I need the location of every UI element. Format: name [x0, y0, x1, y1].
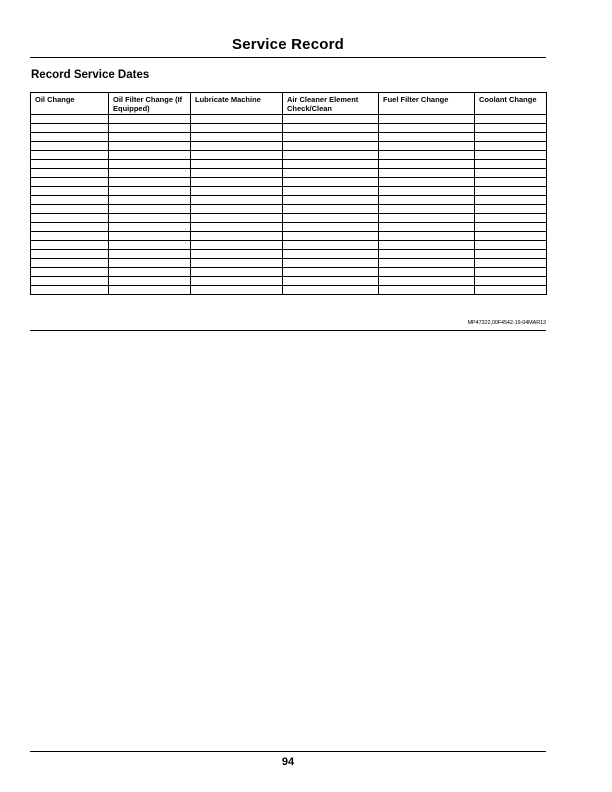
table-cell[interactable]	[31, 133, 109, 142]
table-cell[interactable]	[475, 286, 547, 295]
table-row	[31, 223, 547, 232]
table-cell[interactable]	[283, 187, 379, 196]
table-cell[interactable]	[31, 187, 109, 196]
table-cell[interactable]	[379, 205, 475, 214]
table-cell[interactable]	[109, 223, 191, 232]
table-cell[interactable]	[109, 160, 191, 169]
table-row	[31, 151, 547, 160]
table-cell[interactable]	[283, 223, 379, 232]
table-row	[31, 232, 547, 241]
table-cell[interactable]	[475, 196, 547, 205]
table-cell[interactable]	[31, 214, 109, 223]
table-row	[31, 286, 547, 295]
table-cell[interactable]	[191, 241, 283, 250]
table-cell[interactable]	[109, 241, 191, 250]
table-cell[interactable]	[379, 187, 475, 196]
table-cell[interactable]	[191, 115, 283, 124]
table-cell[interactable]	[109, 214, 191, 223]
table-cell[interactable]	[109, 259, 191, 268]
table-cell[interactable]	[283, 286, 379, 295]
table-cell[interactable]	[191, 205, 283, 214]
table-cell[interactable]	[283, 232, 379, 241]
table-cell[interactable]	[475, 232, 547, 241]
table-row	[31, 241, 547, 250]
table-cell[interactable]	[31, 169, 109, 178]
table-cell[interactable]	[109, 169, 191, 178]
table-cell[interactable]	[379, 115, 475, 124]
table-cell[interactable]	[283, 151, 379, 160]
title-divider	[30, 57, 546, 58]
table-cell[interactable]	[109, 196, 191, 205]
reference-code: MP47322,00F4542-19-04MAR13	[467, 320, 546, 326]
section-heading: Record Service Dates	[31, 69, 150, 81]
page-title: Service Record	[231, 36, 345, 53]
table-cell[interactable]	[283, 169, 379, 178]
table-cell[interactable]	[475, 169, 547, 178]
table-cell[interactable]	[109, 286, 191, 295]
table-cell[interactable]	[283, 268, 379, 277]
table-row	[31, 259, 547, 268]
table-cell[interactable]	[475, 151, 547, 160]
table-cell[interactable]	[283, 250, 379, 259]
table-cell[interactable]	[31, 259, 109, 268]
table-cell[interactable]	[109, 277, 191, 286]
table-cell[interactable]	[191, 277, 283, 286]
table-cell[interactable]	[475, 160, 547, 169]
table-cell[interactable]	[475, 223, 547, 232]
column-header-oil-change: Oil Change	[31, 93, 109, 115]
table-cell[interactable]	[109, 151, 191, 160]
page-number: 94	[281, 756, 295, 768]
table-row	[31, 205, 547, 214]
table-cell[interactable]	[31, 178, 109, 187]
table-cell[interactable]	[109, 142, 191, 151]
table-cell[interactable]	[379, 277, 475, 286]
table-cell[interactable]	[475, 250, 547, 259]
table-cell[interactable]	[283, 196, 379, 205]
table-cell[interactable]	[475, 241, 547, 250]
table-cell[interactable]	[283, 205, 379, 214]
table-cell[interactable]	[191, 250, 283, 259]
table-cell[interactable]	[379, 169, 475, 178]
table-cell[interactable]	[475, 115, 547, 124]
table-cell[interactable]	[31, 286, 109, 295]
table-cell[interactable]	[283, 178, 379, 187]
table-cell[interactable]	[283, 142, 379, 151]
table-cell[interactable]	[109, 232, 191, 241]
table-cell[interactable]	[379, 241, 475, 250]
table-row	[31, 268, 547, 277]
table-row	[31, 142, 547, 151]
table-cell[interactable]	[191, 268, 283, 277]
table-row	[31, 124, 547, 133]
section-end-divider	[30, 330, 546, 331]
table-row	[31, 196, 547, 205]
table-cell[interactable]	[475, 133, 547, 142]
table-cell[interactable]	[191, 214, 283, 223]
table-cell[interactable]	[31, 268, 109, 277]
table-cell[interactable]	[475, 187, 547, 196]
table-cell[interactable]	[191, 187, 283, 196]
table-row	[31, 133, 547, 142]
table-cell[interactable]	[191, 178, 283, 187]
table-row	[31, 160, 547, 169]
table-cell[interactable]	[31, 142, 109, 151]
table-cell[interactable]	[191, 286, 283, 295]
table-cell[interactable]	[379, 142, 475, 151]
table-row	[31, 115, 547, 124]
table-cell[interactable]	[31, 196, 109, 205]
table-cell[interactable]	[475, 178, 547, 187]
service-record-table	[30, 92, 547, 295]
table-cell[interactable]	[379, 250, 475, 259]
column-header-fuel-filter-change: Fuel Filter Change	[379, 93, 475, 115]
table-cell[interactable]	[283, 277, 379, 286]
table-cell[interactable]	[109, 115, 191, 124]
table-cell[interactable]	[109, 205, 191, 214]
table-cell[interactable]	[191, 232, 283, 241]
table-cell[interactable]	[31, 124, 109, 133]
column-header-lubricate-machine: Lubricate Machine	[191, 93, 283, 115]
table-cell[interactable]	[109, 187, 191, 196]
table-cell[interactable]	[283, 160, 379, 169]
table-header-row	[31, 93, 547, 115]
table-cell[interactable]	[191, 196, 283, 205]
table-row	[31, 187, 547, 196]
table-cell[interactable]	[475, 214, 547, 223]
table-cell[interactable]	[283, 241, 379, 250]
column-header-air-cleaner: Air Cleaner Element Check/Clean	[283, 93, 379, 115]
table-cell[interactable]	[109, 250, 191, 259]
table-cell[interactable]	[283, 115, 379, 124]
table-cell[interactable]	[31, 232, 109, 241]
table-cell[interactable]	[475, 268, 547, 277]
table-cell[interactable]	[31, 151, 109, 160]
table-cell[interactable]	[379, 178, 475, 187]
table-cell[interactable]	[475, 277, 547, 286]
table-cell[interactable]	[191, 142, 283, 151]
table-cell[interactable]	[191, 151, 283, 160]
table-row	[31, 178, 547, 187]
table-row	[31, 250, 547, 259]
table-cell[interactable]	[475, 259, 547, 268]
table-cell[interactable]	[475, 205, 547, 214]
table-cell[interactable]	[379, 151, 475, 160]
table-cell[interactable]	[191, 223, 283, 232]
table-cell[interactable]	[109, 133, 191, 142]
table-cell[interactable]	[379, 133, 475, 142]
table-cell[interactable]	[31, 115, 109, 124]
table-cell[interactable]	[283, 133, 379, 142]
table-cell[interactable]	[31, 205, 109, 214]
table-cell[interactable]	[379, 124, 475, 133]
table-cell[interactable]	[31, 241, 109, 250]
table-cell[interactable]	[379, 232, 475, 241]
footer-divider	[30, 751, 546, 752]
table-cell[interactable]	[475, 124, 547, 133]
table-cell[interactable]	[379, 214, 475, 223]
table-cell[interactable]	[191, 124, 283, 133]
table-body	[31, 115, 547, 295]
table-cell[interactable]	[283, 124, 379, 133]
table-cell[interactable]	[109, 124, 191, 133]
table-cell[interactable]	[191, 169, 283, 178]
table-cell[interactable]	[379, 160, 475, 169]
table-cell[interactable]	[283, 214, 379, 223]
table-cell[interactable]	[191, 160, 283, 169]
table-cell[interactable]	[283, 259, 379, 268]
table-cell[interactable]	[109, 268, 191, 277]
table-cell[interactable]	[475, 142, 547, 151]
table-cell[interactable]	[379, 286, 475, 295]
table-cell[interactable]	[191, 133, 283, 142]
column-header-coolant-change: Coolant Change	[475, 93, 547, 115]
table-row	[31, 169, 547, 178]
table-cell[interactable]	[31, 160, 109, 169]
table-cell[interactable]	[31, 277, 109, 286]
column-header-oil-filter-change: Oil Filter Change (If Equipped)	[109, 93, 191, 115]
table-cell[interactable]	[379, 268, 475, 277]
table-cell[interactable]	[379, 223, 475, 232]
table-cell[interactable]	[31, 223, 109, 232]
table-row	[31, 214, 547, 223]
table-cell[interactable]	[379, 259, 475, 268]
table-row	[31, 277, 547, 286]
table-cell[interactable]	[191, 259, 283, 268]
table-cell[interactable]	[379, 196, 475, 205]
table-cell[interactable]	[31, 250, 109, 259]
table-cell[interactable]	[109, 178, 191, 187]
